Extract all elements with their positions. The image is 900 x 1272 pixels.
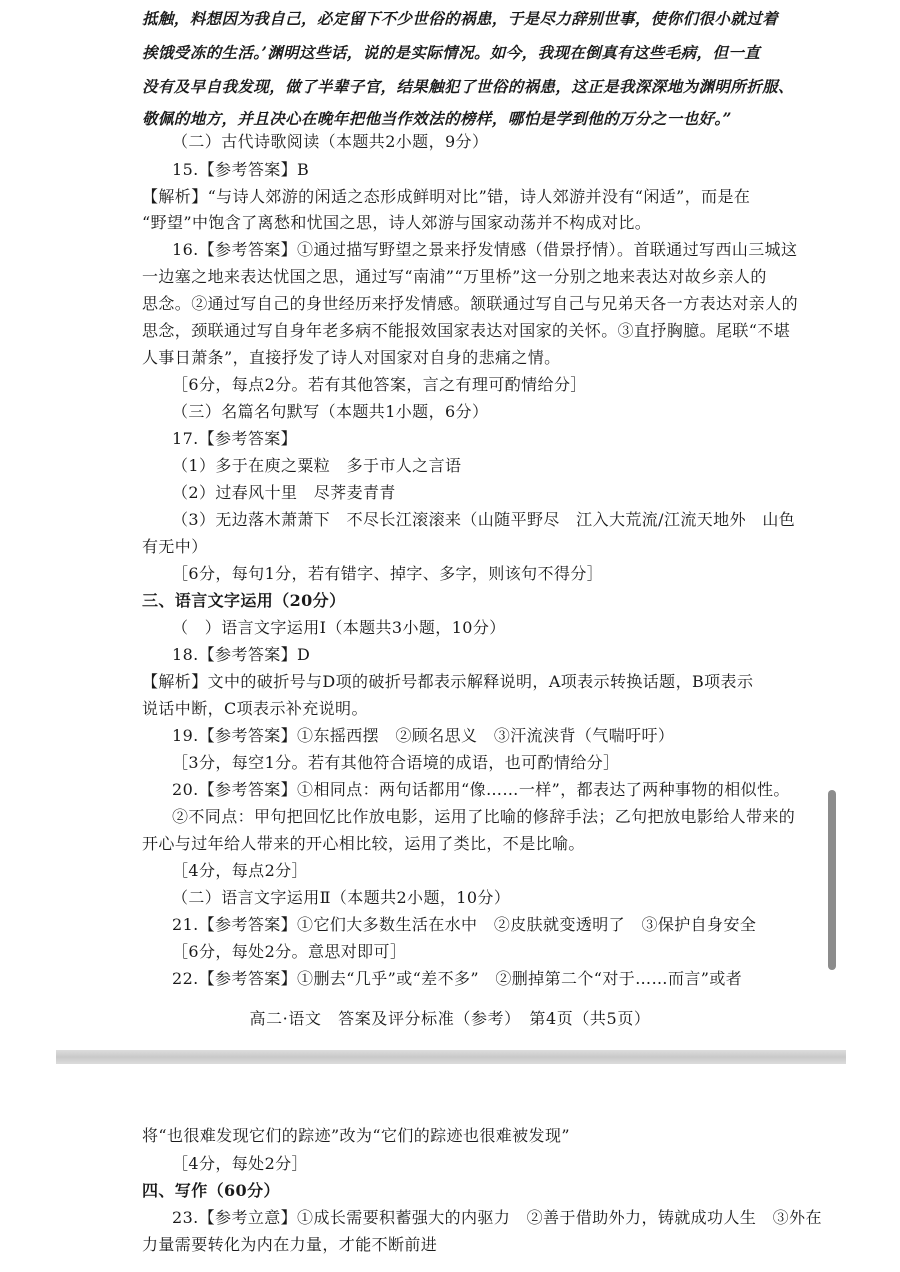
- page-footer: 高二·语文 答案及评分标准（参考） 第4页（共5页）: [249, 1009, 651, 1028]
- answer-line: 有无中）: [142, 537, 208, 556]
- answer-line: 18.【参考答案】D: [172, 645, 311, 664]
- scoring-note: ［4分，每点2分］: [172, 861, 308, 880]
- scoring-note: ［6分，每句1分，若有错字、掉字、多字，则该句不得分］: [172, 564, 604, 583]
- analysis-line: 说话中断，C项表示补充说明。: [142, 699, 368, 718]
- scoring-note: ［6分，每点2分。若有其他答案，言之有理可酌情给分］: [172, 375, 587, 394]
- answer-line: ②不同点：甲句把回忆比作放电影，运用了比喻的修辞手法；乙句把放电影给人带来的: [172, 807, 796, 826]
- answer-line: 15.【参考答案】B: [172, 160, 310, 179]
- vertical-scrollbar-thumb[interactable]: [828, 790, 836, 970]
- scoring-note: ［3分，每空1分。若有其他符合语境的成语，也可酌情给分］: [172, 753, 620, 772]
- section-heading: （二）古代诗歌阅读（本题共2小题，9分）: [172, 132, 489, 151]
- page-5: [0, 1064, 900, 1272]
- answer-line: 思念。②通过写自己的身世经历来抒发情感。颔联通过写自己与兄弟天各一方表达对亲人的: [142, 294, 799, 313]
- analysis-line: “野望”中饱含了离愁和忧国之思，诗人郊游与国家动荡并不构成对比。: [142, 213, 652, 232]
- answer-line: 16.【参考答案】①通过描写野望之景来抒发情感（借景抒情）。首联通过写西山三城这: [172, 240, 798, 259]
- answer-line: 20.【参考答案】①相同点：两句话都用“像……一样”，都表达了两种事物的相似性。: [172, 780, 790, 799]
- answer-line: 力量需要转化为内在力量，才能不断前进: [142, 1235, 438, 1254]
- answer-line: 人事日萧条”，直接抒发了诗人对国家对自身的悲痛之情。: [142, 348, 561, 367]
- answer-line: 将“也很难发现它们的踪迹”改为“它们的踪迹也很难被发现”: [142, 1126, 570, 1145]
- answer-line: 19.【参考答案】①东摇西摆 ②顾名思义 ③汗流浃背（气喘吁吁）: [172, 726, 675, 745]
- answer-line: （3）无边落木萧萧下 不尽长江滚滚来（山随平野尽 江入大荒流/江流天地外 山色: [172, 510, 796, 529]
- section-heading: （三）名篇名句默写（本题共1小题，6分）: [172, 402, 489, 421]
- answer-line: 一边塞之地来表达忧国之思，通过写“南浦”“万里桥”这一分别之地来表达对故乡亲人的: [142, 267, 767, 286]
- section-heading: 四、写作（60分）: [142, 1181, 280, 1200]
- page-separator: [56, 1050, 846, 1064]
- answer-line: 思念，颈联通过写自身年老多病不能报效国家表达对国家的关怀。③直抒胸臆。尾联“不堪: [142, 321, 791, 340]
- scoring-note: ［4分，每处2分］: [172, 1154, 308, 1173]
- text-line: 敬佩的地方，并且决心在晚年把他当作效法的榜样，哪怕是学到他的万分之一也好。”: [142, 109, 732, 128]
- analysis-line: 【解析】“与诗人郊游的闲适之态形成鲜明对比”错，诗人郊游并没有“闲适”，而是在: [142, 187, 751, 206]
- answer-line: 开心与过年给人带来的开心相比较，运用了类比，不是比喻。: [142, 834, 585, 853]
- answer-line: 17.【参考答案】: [172, 429, 298, 448]
- analysis-line: 【解析】文中的破折号与D项的破折号都表示解释说明，A项表示转换话题，B项表示: [142, 672, 754, 691]
- section-heading: 三、语言文字运用（20分）: [142, 591, 346, 610]
- answer-line: 23.【参考立意】①成长需要积蓄强大的内驱力 ②善于借助外力，铸就成功人生 ③外在: [172, 1208, 822, 1227]
- section-heading: （ ）语言文字运用Ⅰ（本题共3小题，10分）: [172, 618, 506, 637]
- scoring-note: ［6分，每处2分。意思对即可］: [172, 942, 407, 961]
- text-line: 抵触，料想因为我自己，必定留下不少世俗的祸患，于是尽力辞别世事，使你们很小就过着: [142, 9, 779, 28]
- text-line: 没有及早自我发现，做了半辈子官，结果触犯了世俗的祸患，这正是我深深地为渊明所折服、: [142, 77, 794, 96]
- answer-line: （1）多于在庾之粟粒 多于市人之言语: [172, 456, 462, 475]
- text-line: 挨饿受冻的生活。’渊明这些话，说的是实际情况。如今，我现在倒真有这些毛病，但一直: [142, 43, 761, 62]
- section-heading: （二）语言文字运用Ⅱ（本题共2小题，10分）: [172, 888, 511, 907]
- answer-line: 21.【参考答案】①它们大多数生活在水中 ②皮肤就变透明了 ③保护自身安全: [172, 915, 757, 934]
- answer-line: （2）过春风十里 尽荠麦青青: [172, 483, 396, 502]
- answer-line: 22.【参考答案】①删去“几乎”或“差不多” ②删掉第二个“对于……而言”或者: [172, 969, 743, 988]
